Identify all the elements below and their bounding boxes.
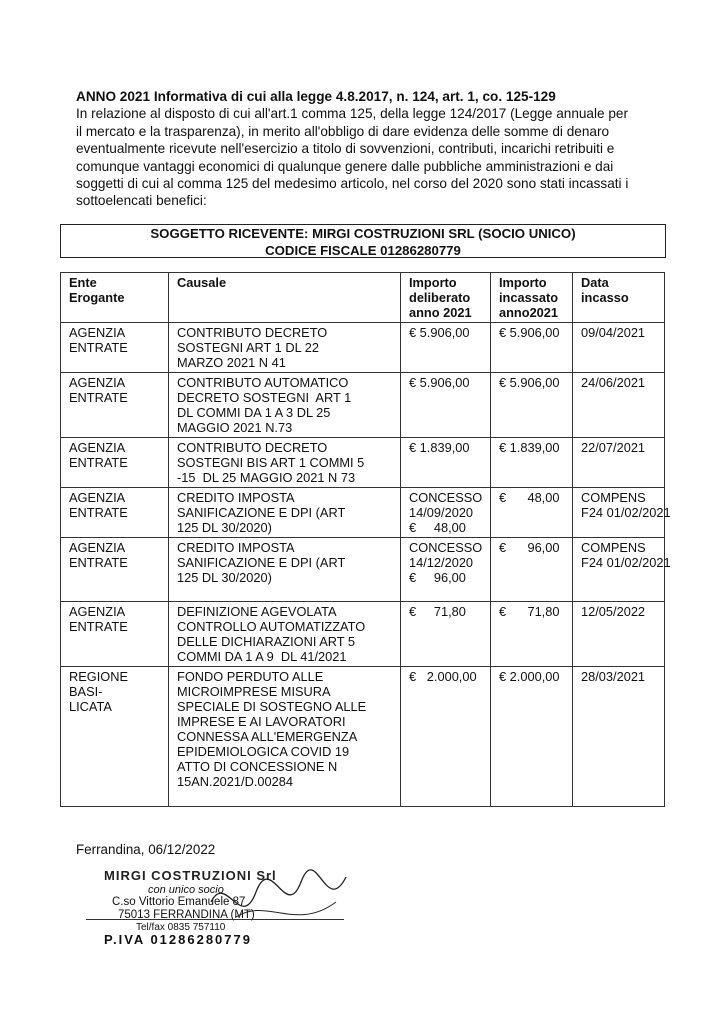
- cell-importo-incassato: € 2.000,00: [491, 667, 573, 807]
- stamp-city: 75013 FERRANDINA (MT): [118, 909, 255, 921]
- cell-ente: AGENZIA ENTRATE: [61, 323, 169, 373]
- cell-importo-incassato: € 48,00: [491, 488, 573, 538]
- cell-importo-deliberato: € 1.839,00: [401, 438, 491, 488]
- cell-importo-incassato: € 96,00: [491, 538, 573, 602]
- stamp-piva: P.IVA 01286280779: [104, 932, 252, 947]
- recipient-name: SOGGETTO RICEVENTE: MIRGI COSTRUZIONI SRL (SOCIO UNICO): [150, 226, 576, 241]
- place-date: Ferrandina, 06/12/2022: [76, 842, 216, 857]
- cell-ente: AGENZIA ENTRATE: [61, 373, 169, 438]
- header-importo-deliberato: Importo deliberato anno 2021: [401, 273, 491, 323]
- table-row: [61, 538, 665, 602]
- cell-importo-deliberato: € 2.000,00: [401, 667, 491, 807]
- header-ente: Ente Erogante: [61, 273, 169, 323]
- stamp-company: MIRGI COSTRUZIONI Srl: [104, 868, 277, 883]
- cell-causale: FONDO PERDUTO ALLE MICROIMPRESE MISURA SPECIALE DI SOSTEGNO ALLE IMPRESE E AI LAVORATORI CONNESSA ALL'EMERGENZA EPIDEMIOLOGICA COVID 19 ATTO DI CONCESSIONE N 15AN.2021/D.00284: [169, 667, 401, 807]
- stamp-address: C.so Vittorio Emanuele 87: [112, 896, 246, 908]
- cell-data-incasso: COMPENS F24 01/02/2021: [573, 538, 665, 602]
- cell-importo-deliberato: € 5.906,00: [401, 323, 491, 373]
- cell-causale: CONTRIBUTO DECRETO SOSTEGNI ART 1 DL 22 MARZO 2021 N 41: [169, 323, 401, 373]
- cell-ente: REGIONE BASI- LICATA: [61, 667, 169, 807]
- cell-data-incasso: COMPENS F24 01/02/2021: [573, 488, 665, 538]
- table-row: [61, 373, 665, 438]
- table-row: [61, 488, 665, 538]
- cell-causale: CREDITO IMPOSTA SANIFICAZIONE E DPI (ART 125 DL 30/2020): [169, 488, 401, 538]
- cell-importo-incassato: € 5.906,00: [491, 373, 573, 438]
- cell-ente: AGENZIA ENTRATE: [61, 438, 169, 488]
- cell-importo-deliberato: € 5.906,00: [401, 373, 491, 438]
- table-row: [61, 602, 665, 667]
- cell-data-incasso: 22/07/2021: [573, 438, 665, 488]
- signature-scribble-icon: [206, 862, 356, 942]
- cell-causale: CONTRIBUTO DECRETO SOSTEGNI BIS ART 1 COMMI 5 -15 DL 25 MAGGIO 2021 N 73: [169, 438, 401, 488]
- cell-data-incasso: 12/05/2022: [573, 602, 665, 667]
- cell-ente: AGENZIA ENTRATE: [61, 488, 169, 538]
- cell-importo-deliberato: € 71,80: [401, 602, 491, 667]
- intro-paragraph: In relazione al disposto di cui all'art.1 comma 125, della legge 124/2017 (Legge annuale per il mercato e la trasparenza), in merito all'obbligo di dare evidenza delle somme di denaro eventualmente ricevute nell'esercizio a titolo di sovvenzioni, contributi, incarichi retribuiti e comunque vantaggi economici di qualunque genere dalle pubbliche amministrazioni e dai soggetti di cui al comma 125 del medesimo articolo, nel corso del 2020 sono stati incassati i sottoelencati benefici:: [76, 106, 629, 209]
- recipient-box: [60, 224, 666, 258]
- intro-section: [76, 88, 636, 210]
- cell-importo-incassato: € 1.839,00: [491, 438, 573, 488]
- header-importo-incassato: Importo incassato anno2021: [491, 273, 573, 323]
- header-causale: Causale: [169, 273, 401, 323]
- table-row: [61, 323, 665, 373]
- cell-data-incasso: 28/03/2021: [573, 667, 665, 807]
- cell-causale: DEFINIZIONE AGEVOLATA CONTROLLO AUTOMATIZZATO DELLE DICHIARAZIONI ART 5 COMMI DA 1 A 9 DL 41/2021: [169, 602, 401, 667]
- company-stamp: [86, 868, 346, 958]
- table-row: [61, 438, 665, 488]
- cell-importo-deliberato: CONCESSO 14/12/2020 € 96,00: [401, 538, 491, 602]
- cell-data-incasso: 24/06/2021: [573, 373, 665, 438]
- header-data-incasso: Data incasso: [573, 273, 665, 323]
- cell-causale: CONTRIBUTO AUTOMATICO DECRETO SOSTEGNI ART 1 DL COMMI DA 1 A 3 DL 25 MAGGIO 2021 N.73: [169, 373, 401, 438]
- recipient-tax-code: CODICE FISCALE 01286280779: [265, 242, 461, 258]
- stamp-tel: Tel/fax 0835 757110: [136, 922, 226, 933]
- cell-importo-incassato: € 5.906,00: [491, 323, 573, 373]
- cell-importo-incassato: € 71,80: [491, 602, 573, 667]
- cell-data-incasso: 09/04/2021: [573, 323, 665, 373]
- cell-causale: CREDITO IMPOSTA SANIFICAZIONE E DPI (ART 125 DL 30/2020): [169, 538, 401, 602]
- cell-importo-deliberato: CONCESSO 14/09/2020 € 48,00: [401, 488, 491, 538]
- table-row: [61, 667, 665, 807]
- table-header-row: [61, 273, 665, 323]
- cell-ente: AGENZIA ENTRATE: [61, 538, 169, 602]
- cell-ente: AGENZIA ENTRATE: [61, 602, 169, 667]
- document-heading: ANNO 2021 Informativa di cui alla legge 4.8.2017, n. 124, art. 1, co. 125-129: [76, 89, 556, 104]
- benefits-table: [60, 272, 671, 807]
- stamp-socio: con unico socio: [148, 884, 224, 896]
